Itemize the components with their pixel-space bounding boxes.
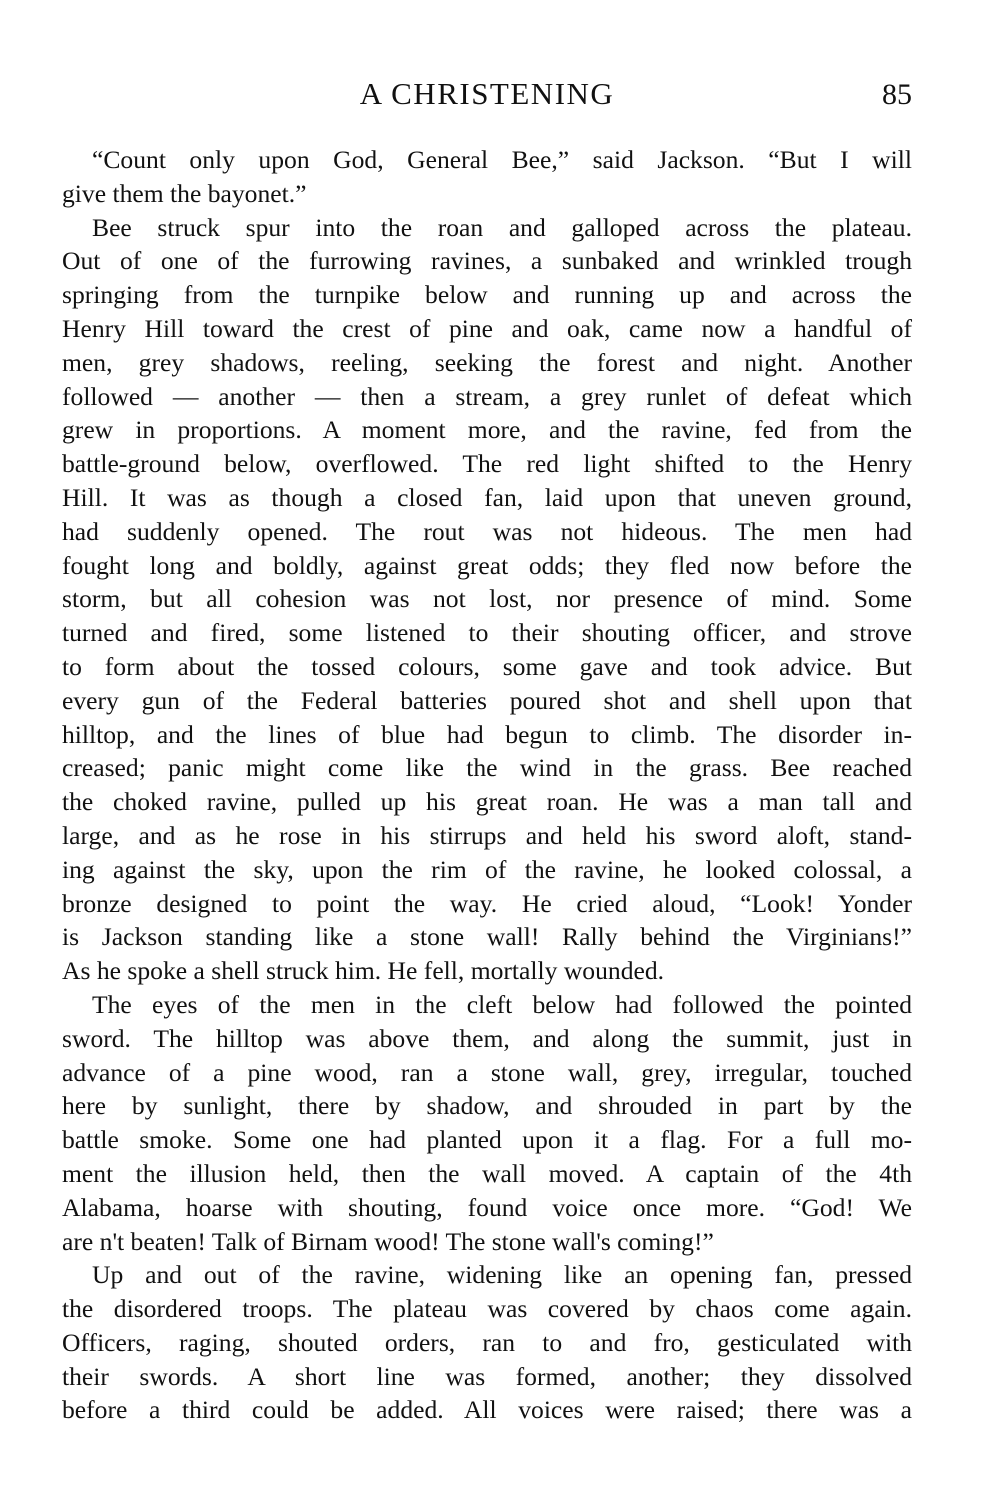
text-line: battle smoke. Some one had planted upon it a flag. For a full mo- bbox=[62, 1125, 912, 1155]
text-line: had suddenly opened. The rout was not hideous. The men had bbox=[62, 516, 912, 546]
text-line: battle-ground below, overflowed. The red light shifted to the Henry bbox=[62, 449, 912, 479]
text-line: Out of one of the furrowing ravines, a sunbaked and wrinkled trough bbox=[62, 246, 912, 276]
text-line: is Jackson standing like a stone wall! Rally behind the Virginians!” bbox=[62, 922, 912, 952]
text-line: Up and out of the ravine, widening like an opening fan, pressed bbox=[92, 1260, 912, 1290]
text-line: sword. The hilltop was above them, and along the summit, just in bbox=[62, 1023, 912, 1053]
text-line: give them the bayonet.” bbox=[62, 178, 307, 208]
body-text bbox=[62, 143, 912, 1427]
text-line: bronze designed to point the way. He cried aloud, “Look! Yonder bbox=[62, 888, 912, 918]
text-line: here by sunlight, there by shadow, and shrouded in part by the bbox=[62, 1091, 912, 1121]
text-line: their swords. A short line was formed, another; they dissolved bbox=[62, 1361, 912, 1391]
text-line: The eyes of the men in the cleft below had followed the pointed bbox=[92, 989, 912, 1019]
text-line: grew in proportions. A moment more, and the ravine, fed from the bbox=[62, 415, 912, 445]
text-line: advance of a pine wood, ran a stone wall, grey, irregular, touched bbox=[62, 1057, 912, 1087]
text-line: followed — another — then a stream, a grey runlet of defeat which bbox=[62, 381, 912, 411]
text-line: men, grey shadows, reeling, seeking the forest and night. Another bbox=[62, 347, 912, 377]
page-number: 85 bbox=[882, 78, 912, 111]
text-line: As he spoke a shell struck him. He fell, mortally wounded. bbox=[62, 956, 665, 986]
text-line: Henry Hill toward the crest of pine and oak, came now a handful of bbox=[62, 313, 912, 343]
text-line: hilltop, and the lines of blue had begun to climb. The disorder in- bbox=[62, 719, 912, 749]
text-line: turned and fired, some listened to their shouting officer, and strove bbox=[62, 618, 912, 648]
text-line: to form about the tossed colours, some gave and took advice. But bbox=[62, 651, 912, 681]
text-line: before a third could be added. All voices were raised; there was a bbox=[62, 1395, 912, 1425]
text-line: are n't beaten! Talk of Birnam wood! The stone wall's coming!” bbox=[62, 1226, 714, 1256]
text-line: springing from the turnpike below and running up and across the bbox=[62, 280, 912, 310]
text-line: ment the illusion held, then the wall moved. A captain of the 4th bbox=[62, 1158, 912, 1188]
text-line: Officers, raging, shouted orders, ran to and fro, gesticulated with bbox=[62, 1327, 912, 1357]
running-title: A CHRISTENING bbox=[359, 76, 615, 111]
text-line: every gun of the Federal batteries poured shot and shell upon that bbox=[62, 685, 912, 715]
text-line: the disordered troops. The plateau was covered by chaos come again. bbox=[62, 1294, 912, 1324]
text-line: Bee struck spur into the roan and galloped across the plateau. bbox=[92, 212, 912, 242]
text-line: “Count only upon God, General Bee,” said Jackson. “But I will bbox=[92, 145, 912, 174]
text-line: Hill. It was as though a closed fan, laid upon that uneven ground, bbox=[62, 482, 912, 512]
text-line: the choked ravine, pulled up his great roan. He was a man tall and bbox=[62, 787, 912, 817]
text-line: ing against the sky, upon the rim of the ravine, he looked colossal, a bbox=[62, 854, 912, 884]
text-line: storm, but all cohesion was not lost, nor presence of mind. Some bbox=[62, 584, 912, 614]
text-line: creased; panic might come like the wind in the grass. Bee reached bbox=[62, 753, 912, 783]
text-line: fought long and boldly, against great odds; they fled now before the bbox=[62, 550, 912, 580]
page-header bbox=[62, 76, 912, 116]
text-line: large, and as he rose in his stirrups and held his sword aloft, stand- bbox=[62, 820, 912, 850]
text-line: Alabama, hoarse with shouting, found voice once more. “God! We bbox=[62, 1192, 912, 1222]
